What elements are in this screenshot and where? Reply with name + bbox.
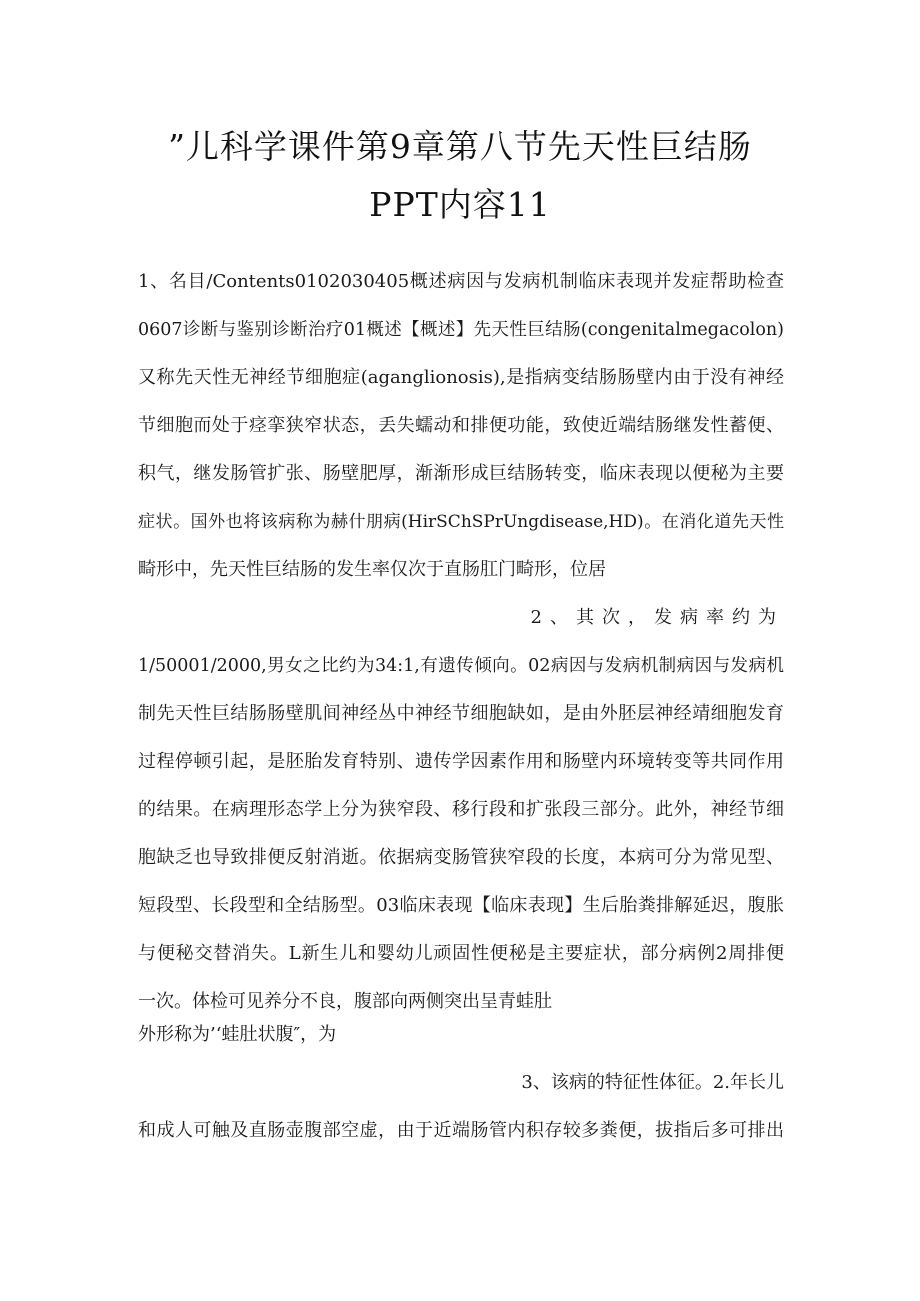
- paragraph-line: 一次。体检可见养分不良，腹部向两侧突出呈青蛙肚: [138, 991, 552, 1012]
- document-title-line-2: PPT内容11: [369, 185, 551, 224]
- paragraph-line: 节细胞而处于痉挛狭窄状态，丢失蠕动和排便功能，致使近端结肠继发性蓄便、: [138, 415, 784, 436]
- paragraph-line: 胞缺乏也导致排便反射消逝。依据病变肠管狭窄段的长度，本病可分为常见型、: [138, 847, 784, 868]
- paragraph-line: 短段型、长段型和全结肠型。03临床表现【临床表现】生后胎粪排解延迟，腹胀: [138, 895, 784, 916]
- paragraph-line: 外形称为’‘蛙肚状腹″，为: [138, 1024, 337, 1045]
- paragraph-line: 畸形中，先天性巨结肠的发生率仅次于直肠肛门畸形，位居: [138, 559, 606, 580]
- paragraph-line: 2、其次，发病率约为: [530, 607, 784, 628]
- paragraph-line: 制先天性巨结肠肠壁肌间神经丛中神经节细胞缺如，是由外胚层神经靖细胞发育: [138, 703, 784, 724]
- document-title-line-1: ”儿科学课件第9章第八节先天性巨结肠: [168, 127, 752, 166]
- paragraph-line: 3、该病的特征性体征。2.年长儿: [521, 1072, 784, 1093]
- paragraph-line: 0607诊断与鉴别诊断治疗01概述【概述】先天性巨结肠(congenitalmegacolon): [138, 320, 784, 340]
- paragraph-line: 的结果。在病理形态学上分为狭窄段、移行段和扩张段三部分。此外，神经节细: [138, 799, 784, 820]
- paragraph-line: 和成人可触及直肠壶腹部空虚，由于近端肠管内积存较多粪便，拔指后多可排出: [138, 1120, 784, 1141]
- paragraph-line: 积气，继发肠管扩张、肠壁肥厚，渐渐形成巨结肠转变，临床表现以便秘为主要: [138, 463, 784, 484]
- paragraph-line: 1、名目/Contents0102030405概述病因与发病机制临床表现并发症帮助检查: [138, 271, 784, 292]
- paragraph-line: 又称先天性无神经节细胞症(aganglionosis),是指病变结肠肠壁内由于没有神经: [138, 367, 784, 388]
- paragraph-line: 症状。国外也将该病称为赫什朋病(HirSChSPrUngdisease,HD)。在消化道先天性: [138, 512, 784, 532]
- paragraph-line: 1/50001/2000,男女之比约为34:1,有遗传倾向。02病因与发病机制病因与发病机: [138, 656, 784, 676]
- paragraph-line: 过程停顿引起，是胚胎发育特别、遗传学因素作用和肠壁内环境转变等共同作用: [138, 751, 784, 772]
- paragraph-line: 与便秘交替消失。L新生儿和婴幼儿顽固性便秘是主要症状，部分病例2周排便: [138, 943, 784, 964]
